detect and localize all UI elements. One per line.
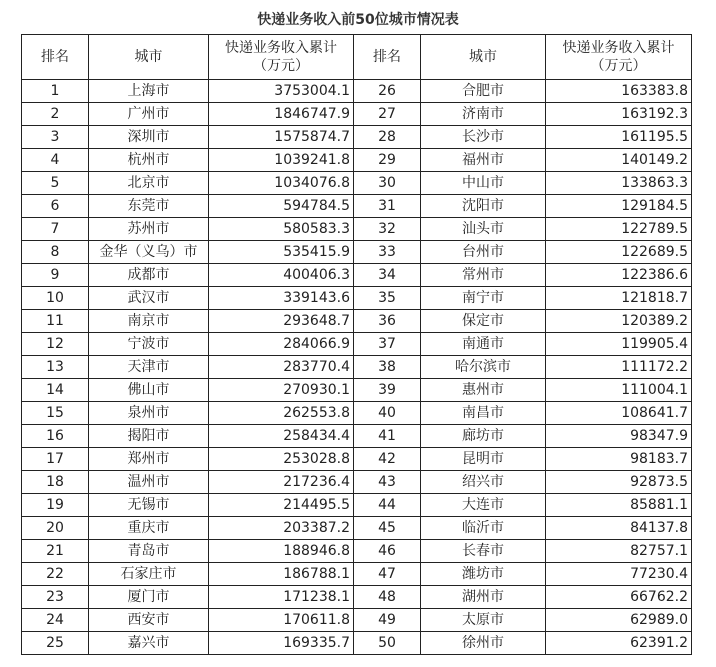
revenue-cell: 594784.5 xyxy=(209,195,354,218)
rank-cell: 32 xyxy=(354,218,421,241)
revenue-cell: 66762.2 xyxy=(546,586,692,609)
table-row xyxy=(22,540,692,563)
header-revenue-line2: （万元） xyxy=(253,58,309,74)
table-row xyxy=(22,264,692,287)
rank-cell: 42 xyxy=(354,448,421,471)
revenue-cell: 188946.8 xyxy=(209,540,354,563)
city-cell: 温州市 xyxy=(89,471,209,494)
rank-cell: 13 xyxy=(22,356,89,379)
city-cell: 深圳市 xyxy=(89,126,209,149)
city-cell: 上海市 xyxy=(89,80,209,103)
city-cell: 宁波市 xyxy=(89,333,209,356)
revenue-cell: 62391.2 xyxy=(546,632,692,655)
rank-cell: 24 xyxy=(22,609,89,632)
city-cell: 哈尔滨市 xyxy=(421,356,546,379)
header-city-left: 城市 xyxy=(89,35,209,80)
rank-cell: 3 xyxy=(22,126,89,149)
table-row xyxy=(22,103,692,126)
rank-cell: 21 xyxy=(22,540,89,563)
rank-cell: 1 xyxy=(22,80,89,103)
city-cell: 南京市 xyxy=(89,310,209,333)
header-revenue-line1: 快递业务收入累计 xyxy=(225,40,337,56)
revenue-cell: 3753004.1 xyxy=(209,80,354,103)
city-cell: 重庆市 xyxy=(89,517,209,540)
rank-cell: 45 xyxy=(354,517,421,540)
revenue-cell: 258434.4 xyxy=(209,425,354,448)
rank-cell: 50 xyxy=(354,632,421,655)
revenue-cell: 163192.3 xyxy=(546,103,692,126)
rank-cell: 23 xyxy=(22,586,89,609)
city-cell: 南宁市 xyxy=(421,287,546,310)
table-row xyxy=(22,126,692,149)
table-row xyxy=(22,356,692,379)
rank-cell: 8 xyxy=(22,241,89,264)
revenue-cell: 270930.1 xyxy=(209,379,354,402)
city-cell: 揭阳市 xyxy=(89,425,209,448)
rank-cell: 27 xyxy=(354,103,421,126)
rank-cell: 39 xyxy=(354,379,421,402)
revenue-cell: 170611.8 xyxy=(209,609,354,632)
revenue-cell: 161195.5 xyxy=(546,126,692,149)
table-title: 快递业务收入前50位城市情况表 xyxy=(257,12,459,28)
rank-cell: 6 xyxy=(22,195,89,218)
revenue-cell: 293648.7 xyxy=(209,310,354,333)
rank-cell: 17 xyxy=(22,448,89,471)
city-cell: 泉州市 xyxy=(89,402,209,425)
revenue-cell: 284066.9 xyxy=(209,333,354,356)
rank-cell: 38 xyxy=(354,356,421,379)
revenue-cell: 1039241.8 xyxy=(209,149,354,172)
city-cell: 福州市 xyxy=(421,149,546,172)
header-row xyxy=(22,35,692,80)
table-row xyxy=(22,80,692,103)
revenue-cell: 535415.9 xyxy=(209,241,354,264)
table-row xyxy=(22,563,692,586)
table-row xyxy=(22,310,692,333)
city-cell: 南昌市 xyxy=(421,402,546,425)
rank-cell: 29 xyxy=(354,149,421,172)
revenue-cell: 217236.4 xyxy=(209,471,354,494)
city-cell: 成都市 xyxy=(89,264,209,287)
rank-cell: 28 xyxy=(354,126,421,149)
rank-cell: 16 xyxy=(22,425,89,448)
revenue-cell: 111004.1 xyxy=(546,379,692,402)
revenue-cell: 121818.7 xyxy=(546,287,692,310)
city-cell: 长春市 xyxy=(421,540,546,563)
revenue-cell: 1846747.9 xyxy=(209,103,354,126)
city-cell: 合肥市 xyxy=(421,80,546,103)
city-cell: 石家庄市 xyxy=(89,563,209,586)
rank-cell: 20 xyxy=(22,517,89,540)
rank-cell: 33 xyxy=(354,241,421,264)
city-cell: 嘉兴市 xyxy=(89,632,209,655)
table-row xyxy=(22,287,692,310)
revenue-cell: 1034076.8 xyxy=(209,172,354,195)
revenue-cell: 82757.1 xyxy=(546,540,692,563)
rank-cell: 12 xyxy=(22,333,89,356)
table-row xyxy=(22,471,692,494)
revenue-cell: 339143.6 xyxy=(209,287,354,310)
rank-cell: 11 xyxy=(22,310,89,333)
rank-cell: 2 xyxy=(22,103,89,126)
revenue-cell: 108641.7 xyxy=(546,402,692,425)
rank-cell: 37 xyxy=(354,333,421,356)
city-cell: 沈阳市 xyxy=(421,195,546,218)
header-revenue-right xyxy=(546,35,692,80)
city-cell: 潍坊市 xyxy=(421,563,546,586)
revenue-cell: 253028.8 xyxy=(209,448,354,471)
table-row xyxy=(22,241,692,264)
revenue-cell: 111172.2 xyxy=(546,356,692,379)
header-revenue-left xyxy=(209,35,354,80)
rank-cell: 48 xyxy=(354,586,421,609)
rank-cell: 44 xyxy=(354,494,421,517)
revenue-cell: 171238.1 xyxy=(209,586,354,609)
city-cell: 无锡市 xyxy=(89,494,209,517)
city-revenue-table xyxy=(21,34,692,655)
rank-cell: 18 xyxy=(22,471,89,494)
revenue-cell: 262553.8 xyxy=(209,402,354,425)
revenue-cell: 203387.2 xyxy=(209,517,354,540)
rank-cell: 41 xyxy=(354,425,421,448)
city-cell: 佛山市 xyxy=(89,379,209,402)
city-cell: 天津市 xyxy=(89,356,209,379)
table-row xyxy=(22,333,692,356)
table-row xyxy=(22,609,692,632)
rank-cell: 10 xyxy=(22,287,89,310)
city-cell: 青岛市 xyxy=(89,540,209,563)
city-cell: 汕头市 xyxy=(421,218,546,241)
rank-cell: 40 xyxy=(354,402,421,425)
revenue-cell: 98183.7 xyxy=(546,448,692,471)
rank-cell: 14 xyxy=(22,379,89,402)
city-cell: 广州市 xyxy=(89,103,209,126)
table-row xyxy=(22,402,692,425)
revenue-cell: 85881.1 xyxy=(546,494,692,517)
city-cell: 绍兴市 xyxy=(421,471,546,494)
table-row xyxy=(22,494,692,517)
city-cell: 厦门市 xyxy=(89,586,209,609)
revenue-cell: 214495.5 xyxy=(209,494,354,517)
table-body xyxy=(22,80,692,655)
rank-cell: 46 xyxy=(354,540,421,563)
city-cell: 惠州市 xyxy=(421,379,546,402)
rank-cell: 30 xyxy=(354,172,421,195)
city-cell: 郑州市 xyxy=(89,448,209,471)
rank-cell: 31 xyxy=(354,195,421,218)
table-row xyxy=(22,586,692,609)
revenue-cell: 98347.9 xyxy=(546,425,692,448)
revenue-cell: 122386.6 xyxy=(546,264,692,287)
table-row xyxy=(22,517,692,540)
revenue-cell: 140149.2 xyxy=(546,149,692,172)
city-cell: 徐州市 xyxy=(421,632,546,655)
rank-cell: 34 xyxy=(354,264,421,287)
city-cell: 太原市 xyxy=(421,609,546,632)
city-cell: 长沙市 xyxy=(421,126,546,149)
header-rank-right: 排名 xyxy=(354,35,421,80)
revenue-cell: 119905.4 xyxy=(546,333,692,356)
city-cell: 大连市 xyxy=(421,494,546,517)
revenue-cell: 169335.7 xyxy=(209,632,354,655)
rank-cell: 9 xyxy=(22,264,89,287)
rank-cell: 26 xyxy=(354,80,421,103)
city-cell: 湖州市 xyxy=(421,586,546,609)
city-cell: 保定市 xyxy=(421,310,546,333)
city-cell: 济南市 xyxy=(421,103,546,126)
revenue-cell: 92873.5 xyxy=(546,471,692,494)
rank-cell: 5 xyxy=(22,172,89,195)
revenue-cell: 122789.5 xyxy=(546,218,692,241)
rank-cell: 49 xyxy=(354,609,421,632)
city-cell: 武汉市 xyxy=(89,287,209,310)
revenue-cell: 133863.3 xyxy=(546,172,692,195)
table-row xyxy=(22,379,692,402)
city-cell: 苏州市 xyxy=(89,218,209,241)
city-cell: 北京市 xyxy=(89,172,209,195)
header-revenue-line2: （万元） xyxy=(590,58,647,74)
city-cell: 常州市 xyxy=(421,264,546,287)
revenue-cell: 62989.0 xyxy=(546,609,692,632)
rank-cell: 15 xyxy=(22,402,89,425)
header-city-right: 城市 xyxy=(421,35,546,80)
rank-cell: 47 xyxy=(354,563,421,586)
revenue-cell: 122689.5 xyxy=(546,241,692,264)
table-row xyxy=(22,195,692,218)
city-cell: 昆明市 xyxy=(421,448,546,471)
rank-cell: 22 xyxy=(22,563,89,586)
rank-cell: 36 xyxy=(354,310,421,333)
city-cell: 西安市 xyxy=(89,609,209,632)
city-cell: 台州市 xyxy=(421,241,546,264)
table-row xyxy=(22,172,692,195)
revenue-cell: 84137.8 xyxy=(546,517,692,540)
table-row xyxy=(22,425,692,448)
city-cell: 南通市 xyxy=(421,333,546,356)
revenue-cell: 283770.4 xyxy=(209,356,354,379)
city-cell: 临沂市 xyxy=(421,517,546,540)
revenue-cell: 580583.3 xyxy=(209,218,354,241)
table-row xyxy=(22,448,692,471)
city-cell: 廊坊市 xyxy=(421,425,546,448)
city-cell: 中山市 xyxy=(421,172,546,195)
table-row xyxy=(22,149,692,172)
rank-cell: 19 xyxy=(22,494,89,517)
table-row xyxy=(22,632,692,655)
rank-cell: 35 xyxy=(354,287,421,310)
revenue-cell: 129184.5 xyxy=(546,195,692,218)
revenue-cell: 77230.4 xyxy=(546,563,692,586)
table-row xyxy=(22,218,692,241)
rank-cell: 43 xyxy=(354,471,421,494)
header-rank-left: 排名 xyxy=(22,35,89,80)
city-cell: 东莞市 xyxy=(89,195,209,218)
rank-cell: 7 xyxy=(22,218,89,241)
revenue-cell: 120389.2 xyxy=(546,310,692,333)
revenue-cell: 400406.3 xyxy=(209,264,354,287)
city-cell: 金华（义乌）市 xyxy=(89,241,209,264)
rank-cell: 4 xyxy=(22,149,89,172)
rank-cell: 25 xyxy=(22,632,89,655)
header-revenue-line1: 快递业务收入累计 xyxy=(562,40,675,56)
city-cell: 杭州市 xyxy=(89,149,209,172)
revenue-cell: 163383.8 xyxy=(546,80,692,103)
revenue-cell: 186788.1 xyxy=(209,563,354,586)
revenue-cell: 1575874.7 xyxy=(209,126,354,149)
